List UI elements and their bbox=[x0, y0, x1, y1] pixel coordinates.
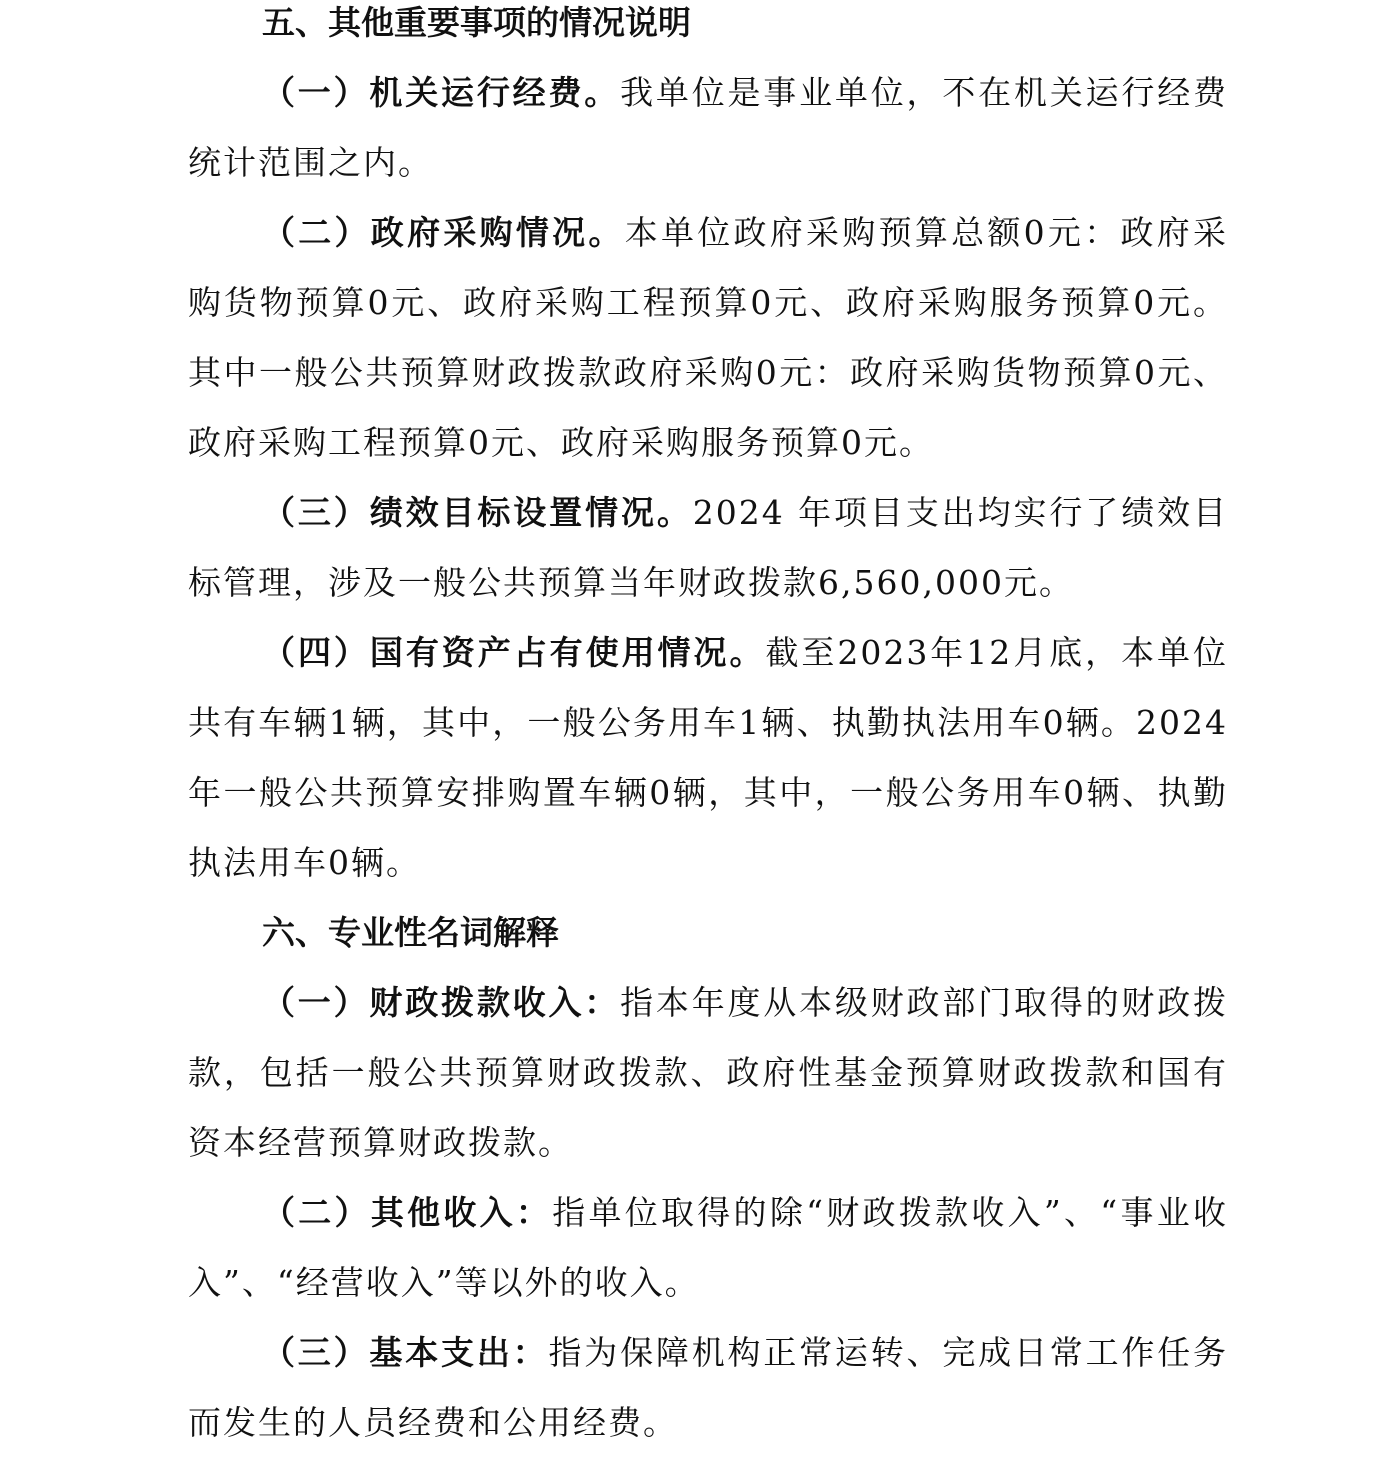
paragraph-text: 2024 年项目支出均实行了绩效目标管理，涉及一般公共预算当年财政拨款6,560,000元。 bbox=[188, 493, 1228, 602]
paragraph-operating-funds bbox=[188, 58, 1228, 198]
paragraph-government-procurement bbox=[188, 198, 1228, 478]
section-heading-terminology: 六、专业性名词解释 bbox=[262, 913, 559, 952]
paragraph-lead: （一）机关运行经费。 bbox=[262, 73, 621, 112]
paragraph-performance-targets bbox=[188, 478, 1228, 618]
paragraph-state-assets bbox=[188, 618, 1228, 898]
paragraph-lead: （三）基本支出： bbox=[262, 1333, 549, 1372]
paragraph-other-income bbox=[188, 1178, 1228, 1318]
paragraph-text: 我单位是事业单位，不在机关运行经费统计范围之内。 bbox=[188, 73, 1229, 182]
paragraph-basic-expenditure bbox=[188, 1318, 1228, 1458]
paragraph-lead: （四）国有资产占有使用情况。 bbox=[262, 633, 766, 672]
paragraph-lead: （三）绩效目标设置情况。 bbox=[262, 493, 693, 532]
paragraph-text: 本单位政府采购预算总额0元：政府采购货物预算0元、政府采购工程预算0元、政府采购服务预算0元。其中一般公共预算财政拨款政府采购0元：政府采购货物预算0元、政府采购工程预算0元、政府采购服务预算0元。 bbox=[188, 213, 1229, 462]
paragraph-fiscal-appropriation-income bbox=[188, 968, 1228, 1178]
paragraph-text: 指单位取得的除“财政拨款收入”、“事业收入”、“经营收入”等以外的收入。 bbox=[188, 1193, 1228, 1302]
paragraph-lead: （一）财政拨款收入： bbox=[262, 983, 621, 1022]
paragraph-lead: （二）其他收入： bbox=[262, 1193, 553, 1232]
paragraph-text: 指为保障机构正常运转、完成日常工作任务而发生的人员经费和公用经费。 bbox=[188, 1333, 1229, 1442]
document-page bbox=[188, 0, 1228, 1458]
section-heading-other-matters: 五、其他重要事项的情况说明 bbox=[262, 3, 691, 42]
paragraph-text: 指本年度从本级财政部门取得的财政拨款，包括一般公共预算财政拨款、政府性基金预算财政拨款和国有资本经营预算财政拨款。 bbox=[188, 983, 1229, 1162]
paragraph-text: 截至2023年12月底，本单位共有车辆1辆，其中，一般公务用车1辆、执勤执法用车0辆。2024年一般公共预算安排购置车辆0辆，其中，一般公务用车0辆、执勤执法用车0辆。 bbox=[188, 633, 1229, 882]
paragraph-lead: （二）政府采购情况。 bbox=[262, 213, 625, 252]
